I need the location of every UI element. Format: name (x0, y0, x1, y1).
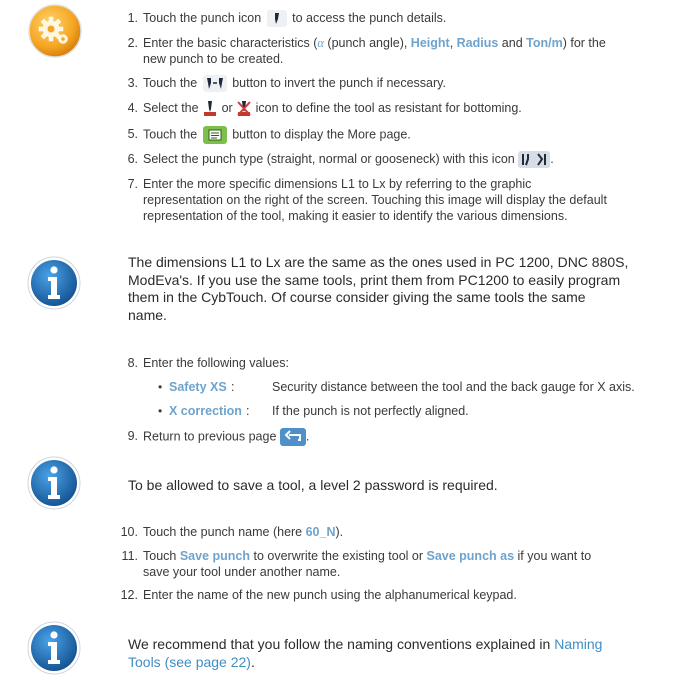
keyword-save-punch: Save punch (179, 549, 251, 563)
gear-badge-icon (27, 3, 83, 59)
return-arrow-icon (280, 428, 306, 446)
punch-icon (267, 10, 287, 27)
information-icon (26, 255, 82, 311)
naming-tools-link[interactable]: Naming (554, 636, 603, 652)
note-naming: We recommend that you follow the naming conventions explained in Naming Tools (see page 22). (128, 636, 603, 670)
keyword-height: Height (410, 36, 450, 50)
keyword-punch-name: 60_N (305, 525, 336, 539)
naming-tools-page-link[interactable]: Tools (see page 22) (128, 653, 251, 670)
alpha-symbol: α (317, 36, 324, 50)
bottoming-resistant-icon (202, 100, 218, 117)
information-icon (26, 620, 82, 676)
invert-punch-icon (203, 75, 227, 92)
note-password: To be allowed to save a tool, a level 2 password is required. (128, 477, 498, 493)
information-icon (26, 455, 82, 511)
keyword-x-correction: X correction (169, 404, 242, 418)
note-dimensions: The dimensions L1 to Lx are the same as the ones used in PC 1200, DNC 880S, ModEva's. If you use the same tools, print them from PC1200 to easily program them in the CybTouch. Of course consider giving the same tools the same name. (128, 254, 629, 323)
punch-type-icon (518, 151, 550, 168)
keyword-ton-m: Ton/m (526, 36, 563, 50)
not-bottoming-icon (236, 100, 252, 117)
more-page-icon (203, 126, 227, 144)
step-number: 1. (127, 11, 138, 25)
keyword-save-punch-as: Save punch as (426, 549, 515, 563)
keyword-safety-xs: Safety XS (169, 380, 227, 394)
keyword-radius: Radius (456, 36, 499, 50)
